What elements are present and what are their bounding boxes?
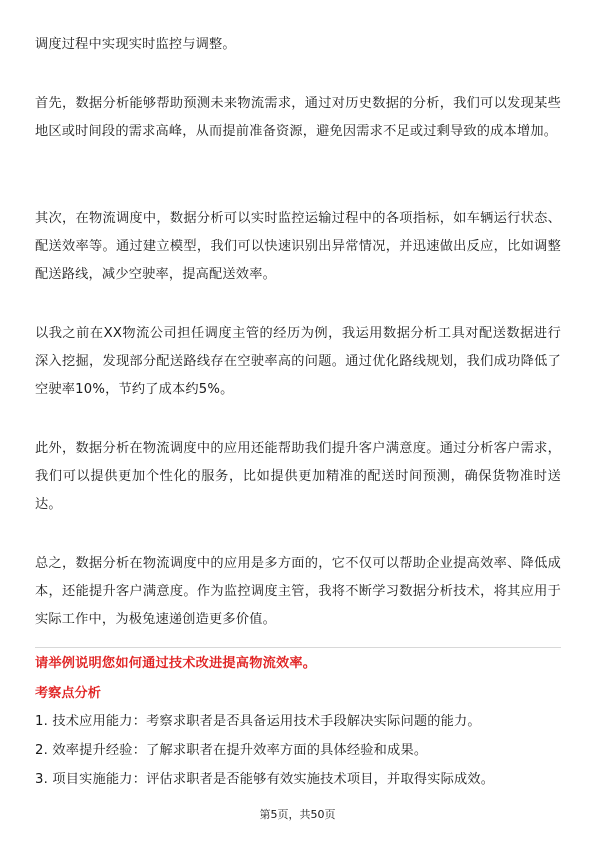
answer-paragraph-realtime-monitoring: 其次，在物流调度中，数据分析可以实时监控运输过程中的各项指标，如车辆运行状态、配送效率等。通过建立模型，我们可以快速识别出异常情况，并迅速做出反应，比如调整配送路线，减少空驶率，提高配送效率。 (35, 211, 561, 282)
analysis-list-item: 2. 效率提升经验：了解求职者在提升效率方面的具体经验和成果。 (35, 743, 428, 758)
interview-question: 请举例说明您如何通过技术改进提高物流效率。 (35, 656, 317, 671)
answer-paragraph-customer-satisfaction: 此外，数据分析在物流调度中的应用还能帮助我们提升客户满意度。通过分析客户需求，我们可以提供更加个性化的服务，比如提供更加精准的配送时间预测，确保货物准时送达。 (35, 441, 561, 512)
answer-paragraph-demand-forecast: 首先，数据分析能够帮助预测未来物流需求，通过对历史数据的分析，我们可以发现某些地区或时间段的需求高峰，从而提前准备资源，避免因需求不足或过剩导致的成本增加。 (35, 96, 561, 139)
answer-paragraph-experience-example: 以我之前在XX物流公司担任调度主管的经历为例，我运用数据分析工具对配送数据进行深入挖掘，发现部分配送路线存在空驶率高的问题。通过优化路线规划，我们成功降低了空驶率10%，节约了成本约5%。 (35, 326, 561, 397)
answer-paragraph-conclusion: 总之，数据分析在物流调度中的应用是多方面的，它不仅可以帮助企业提高效率、降低成本，还能提升客户满意度。作为监控调度主管，我将不断学习数据分析技术，将其应用于实际工作中，为极兔速递创造更多价值。 (35, 556, 561, 627)
answer-paragraph-intro: 调度过程中实现实时监控与调整。 (35, 37, 236, 52)
analysis-list (35, 707, 561, 794)
analysis-list-item: 3. 项目实施能力：评估求职者是否能够有效实施技术项目，并取得实际成效。 (35, 772, 495, 787)
page-number-footer: 第5页，共50页 (259, 808, 336, 821)
section-divider (35, 647, 561, 648)
analysis-section-title: 考察点分析 (35, 686, 101, 701)
analysis-list-item: 1. 技术应用能力：考察求职者是否具备运用技术手段解决实际问题的能力。 (35, 714, 481, 729)
